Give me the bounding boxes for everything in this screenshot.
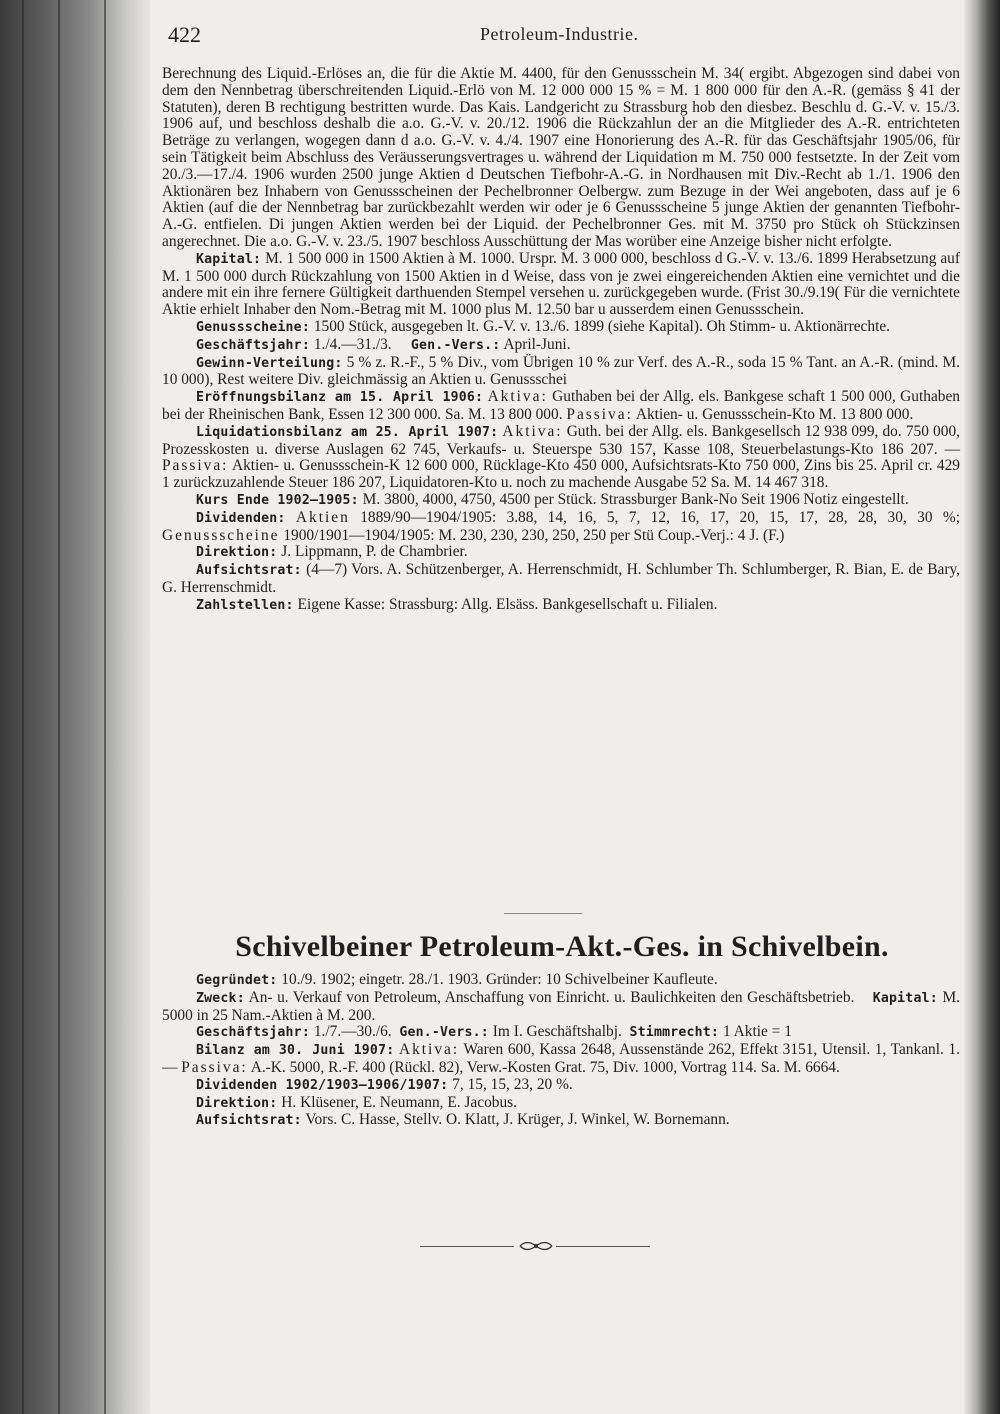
paragraph-bilanz <box>162 1042 960 1077</box>
text-passiva: Aktien- u. Genussschein-Kto M. 13 800 000. <box>635 405 914 423</box>
text-geschaeftsjahr: 1./7.—30./6. <box>313 1023 392 1041</box>
label-passiva: Passiva: <box>162 457 229 475</box>
paragraph-geschaeftsjahr <box>162 337 960 355</box>
label-zweck: Zweck: <box>196 990 245 1006</box>
label-aktiva: Aktiva: <box>487 388 548 406</box>
text-kapital: M. 1 500 000 in 1500 Aktien à M. 1000. Urspr. M. 3 000 000, beschloss d G.-V. v. 13./6. 1899 Herabsetzung auf M. 1 500 000 durch Rückzahlung von 1500 Aktien in d Weise, dass von je zwei eingereichenden Aktien eine vernichtet und die andere mit ein ihre fernere Gültigkeit darthuenden Stempel versehen u. zurückgegeben wurde. (Frist 30./9.19( Für die vernichtete Aktie erhielt Inhaber den Nom.-Betrag mit M. 1000 plus M. 12.50 bar u ausserdem einen Genussschein. <box>162 249 960 319</box>
text-kurs: M. 3800, 4000, 4750, 4500 per Stück. Strassburger Bank-No Seit 1906 Notiz eingestellt. <box>362 490 909 508</box>
company-title: Schivelbeiner Petroleum-Akt.-Ges. in Schivelbein. <box>235 930 889 963</box>
section-divider <box>504 913 582 914</box>
ornament-line <box>556 1246 650 1247</box>
paragraph-gegruendet <box>162 972 960 990</box>
label-dividenden: Dividenden: <box>196 510 286 526</box>
paragraph-direktion <box>162 544 960 562</box>
text-passiva: Aktien- u. Genussschein-K 12 600 000, Rücklage-Kto 450 000, Aufsichtsrats-Kto 750 000, Zins bis 25. April cr. 429 1 zurückzuzahlende Steuer 186 207, Liquidatoren-Kto u. noch zu machende Ausgabe 52 Sa. M. 14 467 318. <box>162 457 961 492</box>
label-geschaeftsjahr: Geschäftsjahr: <box>196 1025 310 1041</box>
spine-line <box>58 0 60 1414</box>
label-liquidationsbilanz: Liquidationsbilanz am 25. April 1907: <box>196 424 499 440</box>
paragraph-dividenden <box>162 510 960 545</box>
label-passiva: Passiva: <box>181 1058 248 1076</box>
text-geschaeftsjahr: 1./4.—31./3. <box>313 335 392 353</box>
text-aktiva: Guth. bei der Allg. els. Bankgesellsch 12 938 099, do. 750 000, Prozesskosten u. diverse Auslagen 62 745, Verkaufs- u. Steuerspe 530 157, Kasse 108, Steuerbelastungs-Kto 186 207. — <box>162 422 960 458</box>
running-title: Petroleum-Industrie. <box>480 24 639 44</box>
text-passiva: A.-K. 5000, R.-F. 400 (Rückl. 82), Verw.-Kosten Grat. 75, Div. 1000, Vortrag 114. Sa. M. 6664. <box>250 1058 840 1076</box>
paragraph-direktion <box>162 1095 960 1113</box>
paragraph-eroeffnungsbilanz <box>162 389 960 424</box>
label-kapital: Kapital: <box>872 990 938 1006</box>
page-edge-shadow <box>964 0 1000 1414</box>
text-aktiva: Guthaben bei der Allg. els. Bankgese schaft 1 500 000, Guthaben bei der Rheinischen Bank, Essen 12 300 000. Sa. M. 13 800 000. <box>162 388 960 423</box>
label-aufsichtsrat: Aufsichtsrat: <box>196 1113 302 1129</box>
spine-line <box>22 0 24 1414</box>
label-genussscheine: Genussscheine: <box>196 319 310 335</box>
section-schivelbeiner <box>162 972 960 1130</box>
paragraph-gewinn <box>162 355 960 390</box>
page-header <box>168 22 968 52</box>
label-bilanz: Bilanz am 30. Juni 1907: <box>196 1043 395 1059</box>
text-direktion: J. Lippmann, P. de Chambrier. <box>281 543 468 561</box>
paragraph-zweck <box>162 990 960 1025</box>
label-gen-vers: Gen.-Vers.: <box>410 337 501 353</box>
text-gegruendet: 10./9. 1902; eingetr. 28./1. 1903. Gründer: 10 Schivelbeiner Kaufleute. <box>281 971 718 988</box>
paragraph-dividenden <box>162 1077 960 1095</box>
text-stimmrecht: 1 Aktie = 1 <box>722 1023 792 1041</box>
label-gen-vers: Gen.-Vers.: <box>399 1025 489 1041</box>
section-pechelbronner-continuation <box>162 66 960 615</box>
label-dividenden: Dividenden 1902/1903—1906/1907: <box>196 1077 449 1093</box>
text-div-aktien: 1889/90—1904/1905: 3.88, 14, 16, 5, 7, 12, 16, 17, 20, 15, 17, 28, 28, 30, 30 %; <box>360 508 960 526</box>
label-aktien: Aktien <box>295 508 350 526</box>
label-direktion: Direktion: <box>196 545 278 561</box>
text-genussscheine: 1500 Stück, ausgegeben lt. G.-V. v. 13./6. 1899 (siehe Kapital). Oh Stimm- u. Aktionärrechte. <box>313 317 891 335</box>
text-aufsichtsrat: Vors. C. Hasse, Stellv. O. Klatt, J. Krüger, J. Winkel, W. Bornemann. <box>305 1111 730 1129</box>
text-zahlstellen: Eigene Kasse: Strassburg: Allg. Elsäss. Bankgesellschaft u. Filialen. <box>297 595 718 613</box>
label-direktion: Direktion: <box>196 1095 278 1111</box>
text-gen-vers: Im I. Geschäftshalbj. <box>492 1023 622 1041</box>
label-aktiva: Aktiva: <box>502 422 563 440</box>
paragraph-intro: Berechnung des Liquid.-Erlöses an, die für die Aktie M. 4400, für den Genussschein M. 34( ergibt. Abgezogen sind dabei von dem den Nennbetrag überschreitenden Liquid.-Erlö von M. 12 000 000 15 % = M. 1 800 000 für den A.-R. (gemäss § 41 der Statuten), deren B rechtigung bestritten wurde. Das Kais. Landgericht zu Strassburg hob den diesbez. Beschlu d. G.-V. v. 15./3. 1906 auf, und beschloss deshalb die a.o. G.-V. v. 20./12. 1906 die Rückzahlun der an die Mitglieder des A.-R. entrichteten Beträge zu verlangen, wogegen dann d a.o. G.-V. v. 4./4. 1907 eine Honorierung des A.-R. für das Geschäftsjahr 1905/06, für sein Tätigkeit beim Abschluss des Veräusserungsvertrages u. während der Liquidation m M. 750 000 festsetzte. In der Zeit vom 20./3.—17./4. 1906 wurden 2500 junge Aktien d Deutschen Tiefbohr-A.-G. in Nordhausen mit Div.-Recht ab 1./1. 1906 den Aktionären bez Inhabern von Genussscheinen der Pechelbronner Oelbergw. zum Bezuge in der Wei angeboten, dass auf je 6 Aktien (auf die der Nennbetrag bar zurückbezahlt werden wir oder je 6 Genussscheine 5 junge Aktien der genannten Tiefbohr-A.-G. entfielen. Di jungen Aktien werden bei der Liquid. der Pechelbronner Ges. mit M. 3750 pro Stück oh Stückzinsen angerechnet. Die a.o. G.-V. v. 23./5. 1907 beschloss Ausschüttung der Mas worüber eine Anzeige bisher nicht erfolgte. <box>162 65 960 250</box>
label-geschaeftsjahr: Geschäftsjahr: <box>196 337 310 353</box>
text-aufsichtsrat: (4—7) Vors. A. Schützenberger, A. Herrenschmidt, H. Schlumber Th. Schlumberger, R. Bian, E. de Bary, G. Herrenschmidt. <box>162 561 960 596</box>
text-gen-vers: April-Juni. <box>503 335 571 353</box>
label-aktiva: Aktiva: <box>398 1041 460 1059</box>
text-zweck: An- u. Verkauf von Petroleum, Anschaffung von Einricht. u. Baulichkeiten den Geschäftsbetrieb. <box>248 988 855 1006</box>
label-gegruendet: Gegründet: <box>196 973 278 988</box>
text-aktiva: Waren 600, Kassa 2648, Aussenstände 262, Effekt 3151, Utensil. 1, Tankanl. 1. — <box>162 1041 960 1076</box>
ornament-flourish-icon <box>518 1238 554 1254</box>
label-stimmrecht: Stimmrecht: <box>629 1025 720 1041</box>
paragraph-kurs <box>162 492 960 510</box>
label-aufsichtsrat: Aufsichtsrat: <box>196 563 302 579</box>
ornament-line <box>420 1246 514 1247</box>
paragraph-genussscheine <box>162 319 960 337</box>
paragraph-kapital <box>162 251 960 319</box>
text-kapital: M. 5000 in 25 Nam.-Aktien à M. 200. <box>162 988 961 1024</box>
text-dividenden: 7, 15, 15, 23, 20 %. <box>452 1075 573 1093</box>
end-ornament <box>420 1238 650 1254</box>
paragraph-aufsichtsrat <box>162 562 960 597</box>
page-number: 422 <box>168 22 201 47</box>
text-direktion: H. Klüsener, E. Neumann, E. Jacobus. <box>281 1093 518 1111</box>
paragraph-zahlstellen <box>162 597 960 615</box>
label-zahlstellen: Zahlstellen: <box>196 597 294 613</box>
text-div-genuss: 1900/1901—1904/1905: M. 230, 230, 230, 250, 250 per Stü Coup.-Verj.: 4 J. (F.) <box>283 526 785 544</box>
text-gewinn: 5 % z. R.-F., 5 % Div., vom Übrigen 10 % zur Verf. des A.-R., soda 15 % Tant. an A.-R. (mind. M. 10 000), Rest weitere Div. gleichmässig an Aktien u. Genussschei <box>162 353 960 389</box>
label-gewinn: Gewinn-Verteilung: <box>196 355 343 371</box>
label-eroeffnungsbilanz: Eröffnungsbilanz am 15. April 1906: <box>196 390 484 406</box>
label-kurs: Kurs Ende 1902—1905: <box>196 492 359 508</box>
paragraph-liquidationsbilanz <box>162 424 960 492</box>
label-passiva: Passiva: <box>566 405 633 423</box>
paragraph-geschaeftsjahr <box>162 1024 960 1042</box>
spine-line <box>104 0 106 1414</box>
paragraph-aufsichtsrat <box>162 1112 960 1130</box>
label-genussscheine-div: Genussscheine <box>162 526 280 544</box>
label-kapital: Kapital: <box>196 251 262 267</box>
